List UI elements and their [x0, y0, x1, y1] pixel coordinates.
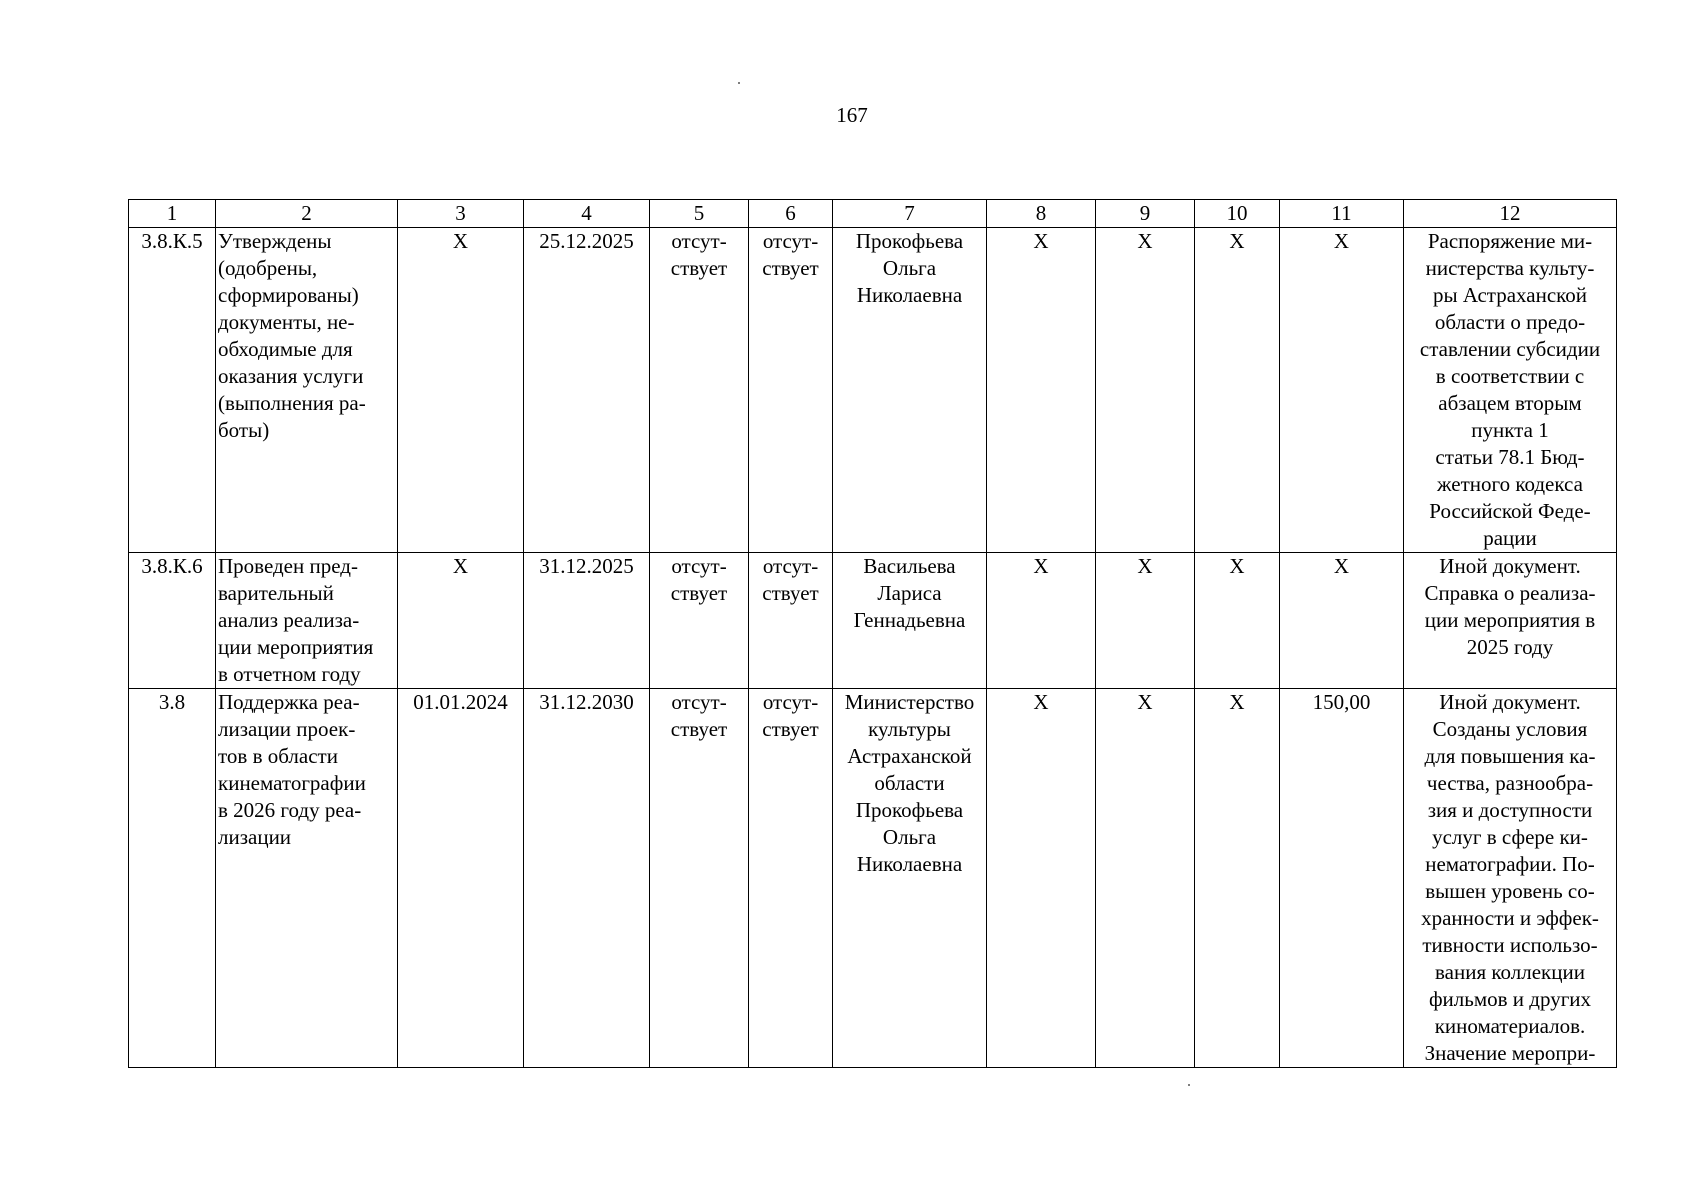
scan-speck: [738, 82, 740, 84]
row-col9: X: [1096, 228, 1195, 553]
row-col10: X: [1195, 689, 1280, 1068]
row-document: Иной документ. Созданы условия для повышения ка- чества, разнообра- зия и доступности услуг в сфере ки- нематографии. По- вышен уровень со- хранности и эффек- тивности использо- вания коллекции фильмов и других киноматериалов. Значение меропри-: [1404, 689, 1617, 1068]
row-col8: X: [987, 228, 1096, 553]
column-header: 9: [1096, 200, 1195, 228]
row-code: 3.8: [129, 689, 216, 1068]
row-col6: отсут- ствует: [749, 689, 833, 1068]
column-header: 5: [650, 200, 749, 228]
row-col5: отсут- ствует: [650, 689, 749, 1068]
row-col10: X: [1195, 228, 1280, 553]
row-end: 31.12.2025: [524, 553, 650, 689]
column-header: 10: [1195, 200, 1280, 228]
row-responsible: Министерство культуры Астраханской области Прокофьева Ольга Николаевна: [833, 689, 987, 1068]
row-col11: 150,00: [1280, 689, 1404, 1068]
column-header: 7: [833, 200, 987, 228]
scan-speck: [1188, 1084, 1190, 1086]
row-start: X: [398, 228, 524, 553]
plan-table: [128, 199, 1617, 1068]
page-number: 167: [836, 103, 868, 127]
row-code: 3.8.К.6: [129, 553, 216, 689]
column-header: 3: [398, 200, 524, 228]
row-end: 31.12.2030: [524, 689, 650, 1068]
column-header: 2: [216, 200, 398, 228]
row-name: Проведен пред- варительный анализ реализа- ции мероприятия в отчетном году: [216, 553, 398, 689]
row-col9: X: [1096, 689, 1195, 1068]
column-number-row: [129, 200, 1617, 228]
row-col5: отсут- ствует: [650, 228, 749, 553]
column-header: 1: [129, 200, 216, 228]
table-row: [129, 228, 1617, 553]
row-col9: X: [1096, 553, 1195, 689]
row-col10: X: [1195, 553, 1280, 689]
row-col5: отсут- ствует: [650, 553, 749, 689]
row-code: 3.8.К.5: [129, 228, 216, 553]
row-col6: отсут- ствует: [749, 553, 833, 689]
row-responsible: Васильева Лариса Геннадьевна: [833, 553, 987, 689]
row-name: Утверждены (одобрены, сформированы) документы, не- обходимые для оказания услуги (выполнения ра- боты): [216, 228, 398, 553]
row-col6: отсут- ствует: [749, 228, 833, 553]
column-header: 4: [524, 200, 650, 228]
table-row: [129, 689, 1617, 1068]
row-document: Иной документ. Справка о реализа- ции мероприятия в 2025 году: [1404, 553, 1617, 689]
row-document: Распоряжение ми- нистерства культу- ры Астраханской области о предо- ставлении субсидии в соответствии с абзацем вторым пункта 1 статьи 78.1 Бюд- жетного кодекса Российской Феде- рации: [1404, 228, 1617, 553]
row-col8: X: [987, 553, 1096, 689]
column-header: 12: [1404, 200, 1617, 228]
row-start: X: [398, 553, 524, 689]
row-col11: X: [1280, 553, 1404, 689]
row-start: 01.01.2024: [398, 689, 524, 1068]
table-row: [129, 553, 1617, 689]
column-header: 11: [1280, 200, 1404, 228]
column-header: 8: [987, 200, 1096, 228]
row-col11: X: [1280, 228, 1404, 553]
column-header: 6: [749, 200, 833, 228]
row-end: 25.12.2025: [524, 228, 650, 553]
row-col8: X: [987, 689, 1096, 1068]
row-responsible: Прокофьева Ольга Николаевна: [833, 228, 987, 553]
row-name: Поддержка реа- лизации проек- тов в области кинематографии в 2026 году реа- лизации: [216, 689, 398, 1068]
